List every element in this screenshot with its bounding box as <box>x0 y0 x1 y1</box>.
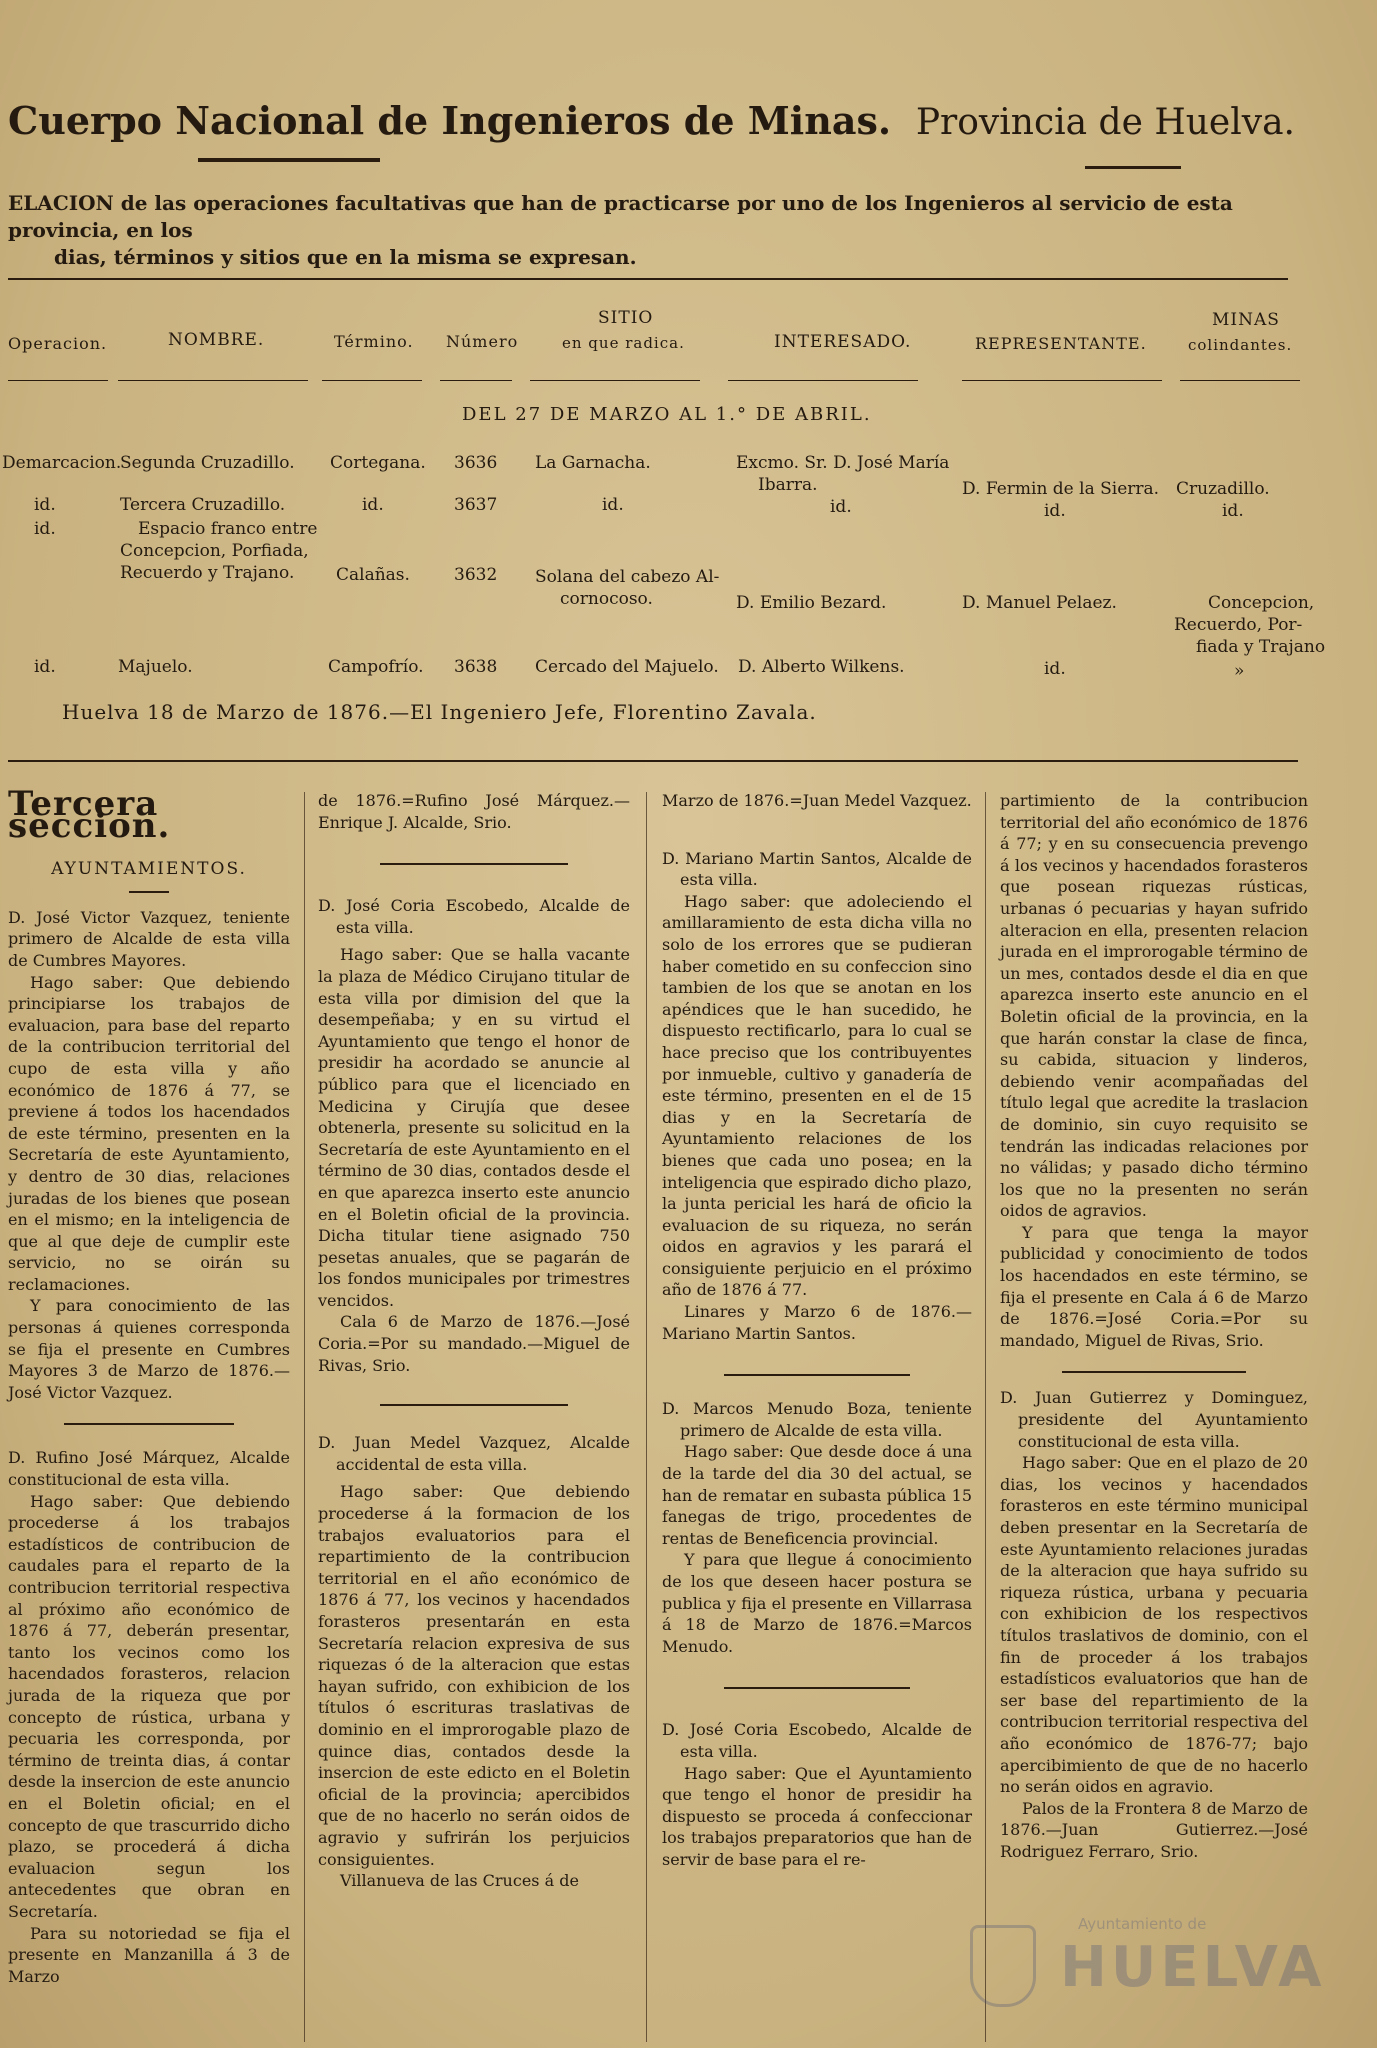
col-head-minas-top: MINAS <box>1212 310 1280 330</box>
notice-heading: D. Marcos Menudo Boza, teniente primero de Alcalde de esta villa. <box>662 1399 972 1440</box>
col-rule <box>118 380 308 381</box>
notice-body: Hago saber: Que debiendo procederse á los trabajos estadísticos de contribucion de caudales para el reparto de la contribucion territorial respectiva al próximo año económico de 1876 á 77, deberán presentar, tanto los vecinos como los hacendados forasteros, relacion jurada de la riqueza que por concepto de rústica, urbana y pecuaria les corresponda, por término de treinta dias, á contar desde la insercion de este anuncio en el Boletin oficial; en el concepto de que trascurrido dicho plazo, se procederá á dicha evaluacion segun los antecedentes que obran en Secretaría. <box>8 1491 290 1921</box>
notice-body: partimiento de la contribucion territorial del año económico de 1876 á 77; y en su consecuencia prevengo á los vecinos y hacendados forasteros que posean riquezas rústicas, urbanas ó pecuarias y hayan sufrido alteracion en ella, presenten relacion jurada en el improrogable término de un mes, contados desde el dia en que aparezca inserto este anuncio en el Boletin oficial de la provincia, en la que harán constar la clase de finca, su cabida, situacion y linderos, debiendo venir acompañadas del título legal que acredite la traslacion de dominio, sin cuyo requisito se tendrán las indicadas relaciones por no válidas; y pasado dicho término los que no la presenten no serán oidos de agravios. <box>1000 791 1308 1221</box>
notice-body: Hago saber: Que debiendo procederse á la formacion de los trabajos evaluatorios para el repartimiento de la contribucion territorial en el año económico de 1876 á 77, los vecinos y hacendados forasteros presentarán en esta Secretaría relacion expresiva de sus riquezas ó de la alteracion que estas hayan sufrido, con exhibicion de los títulos ó escrituras traslativas de dominio en el improrogable plazo de quince dias, contados desde la insercion de este edicto en el Boletin oficial de la provincia; apercibidos que de no hacerlo no serán oidos de agravio y sufrirán los perjuicios consiguientes. <box>318 1482 630 1869</box>
row3-minas-l1: Concepcion, <box>1208 593 1315 613</box>
notice-body: Villanueva de las Cruces á de <box>340 1871 579 1891</box>
row1-representante: D. Fermin de la Sierra. <box>962 479 1160 499</box>
header-right-title: Provincia de Huelva. <box>915 102 1295 143</box>
col-head-sitio-bottom: en que radica. <box>562 334 685 352</box>
section-title: Tercera seccion. <box>8 784 171 846</box>
table-top-rule <box>8 278 1288 280</box>
watermark-small-text: Ayuntamiento de <box>1078 1915 1207 1933</box>
header-rule-left <box>198 158 380 162</box>
col-rule <box>962 380 1162 381</box>
row2-sitio: id. <box>602 495 624 515</box>
row3-sitio-l1: Solana del cabezo Al- <box>535 567 720 587</box>
row3-sitio-l2: cornocoso. <box>560 589 653 609</box>
row4-nombre: Majuelo. <box>118 657 193 677</box>
separator <box>724 1374 910 1376</box>
table-footer-signature: Huelva 18 de Marzo de 1876.—El Ingeniero Jefe, Florentino Zavala. <box>62 700 817 724</box>
col-head-interesado: INTERESADO. <box>774 332 912 352</box>
row2-termino: id. <box>362 495 384 515</box>
notice-body: Hago saber: Que se halla vacante la plaza de Médico Cirujano titular de esta villa por dimision del que la desempeñaba; y en su virtud el Ayuntamiento que tengo el honor de presidir ha acordado se anuncie al público para que el licenciado en Medicina y Cirujía que desee obtenerla, presente su solicitud en la Secretaría de este Ayuntamiento en el término de 30 dias, contados desde el en que aparezca inserto este anuncio en el Boletin oficial de la provincia. Dicha titular tiene asignado 750 pesetas anuales, que se pagarán de los fondos municipales por trimestres vencidos. <box>318 945 630 1310</box>
separator <box>64 1423 233 1425</box>
notice-body: Para su notoriedad se fija el presente en Manzanilla á 3 de Marzo <box>8 1923 290 1986</box>
row4-operacion: id. <box>34 657 56 677</box>
row3-nombre-l2: Concepcion, Porfiada, <box>120 541 309 561</box>
column-divider <box>985 792 986 2042</box>
row1-interesado-l1: Excmo. Sr. D. José María <box>736 453 950 473</box>
notice-body: de 1876.=Rufino José Márquez.—Enrique J. Alcalde, Srio. <box>318 791 630 832</box>
separator <box>724 1687 910 1689</box>
row4-numero: 3638 <box>454 657 498 677</box>
row3-numero: 3632 <box>454 565 498 585</box>
relacion-line-2: dias, términos y sitios que en la misma se expresan. <box>54 245 637 269</box>
header-left-title: Cuerpo Nacional de Ingenieros de Minas. <box>8 98 892 143</box>
notice-body: Hago saber: Que desde doce á una de la tarde del dia 30 del actual, se han de rematar en subasta pública 15 fanegas de trigo, procedentes de rentas de Beneficencia provincial. <box>662 1442 972 1548</box>
row3-termino: Calañas. <box>336 565 410 585</box>
row3-minas-l3: fiada y Trajano <box>1196 637 1326 657</box>
row3-minas-l2: Recuerdo, Por- <box>1174 615 1303 635</box>
col-rule <box>728 380 918 381</box>
row4-representante: id. <box>1044 659 1066 679</box>
relacion-intro <box>8 190 1308 271</box>
col-head-representante: REPRESENTANTE. <box>975 334 1147 353</box>
col-rule <box>1180 380 1300 381</box>
col-rule <box>530 380 700 381</box>
notice-body: Y para conocimiento de las personas á quienes corresponda se fija el presente en Cumbres Mayores 3 de Marzo de 1876.—José Victor Vazquez. <box>8 1296 290 1402</box>
row1-minas: Cruzadillo. <box>1176 479 1270 499</box>
row1-numero: 3636 <box>454 453 498 473</box>
separator <box>380 1404 567 1406</box>
notice-heading: D. Rufino José Márquez, Alcalde constitucional de esta villa. <box>8 1448 290 1490</box>
row2-minas: id. <box>1222 501 1244 521</box>
header-rule-right <box>1085 166 1181 169</box>
notice-body: Marzo de 1876.=Juan Medel Vazquez. <box>662 791 972 810</box>
notice-body: Y para que tenga la mayor publicidad y conocimiento de todos los hacendados en este término, se fija el presente en Cala á 6 de Marzo de 1876.=José Coria.=Por su mandado, Miguel de Rivas, Srio. <box>1000 1222 1308 1350</box>
separator <box>380 863 567 865</box>
row3-representante: D. Manuel Pelaez. <box>962 593 1117 613</box>
column-2 <box>318 790 630 1892</box>
column-1 <box>8 784 290 1987</box>
separator <box>129 891 168 893</box>
notice-heading: D. Mariano Martin Santos, Alcalde de esta villa. <box>662 848 972 890</box>
row4-sitio: Cercado del Majuelo. <box>535 657 719 677</box>
notice-heading: D. Juan Gutierrez y Dominguez, presidente del Ayuntamiento constitucional de esta villa. <box>1000 1388 1308 1451</box>
row3-nombre-l3: Recuerdo y Trajano. <box>120 563 295 583</box>
column-4 <box>1000 790 1308 1863</box>
row4-termino: Campofrío. <box>328 657 424 677</box>
row2-operacion: id. <box>34 495 56 515</box>
row2-representante: id. <box>1044 501 1066 521</box>
row2-numero: 3637 <box>454 495 498 515</box>
col-head-termino: Término. <box>334 332 414 351</box>
column-divider <box>646 792 647 2042</box>
notice-body: Palos de la Frontera 8 de Marzo de 1876.—Juan Gutierrez.—José Rodriguez Ferraro, Srio. <box>1000 1798 1308 1861</box>
notice-heading: D. José Coria Escobedo, Alcalde de esta villa. <box>318 896 630 937</box>
notice-heading: D. José Victor Vazquez, teniente primero de Alcalde de esta villa de Cumbres Mayores. <box>8 907 290 970</box>
col-head-operacion: Operacion. <box>8 334 108 353</box>
row2-nombre: Tercera Cruzadillo. <box>120 495 286 515</box>
notice-body: Y para que llegue á conocimiento de los que deseen hacer postura se publica y fija el presente en Villarrasa á 18 de Marzo de 1876.=Marcos Menudo. <box>662 1550 972 1656</box>
col-head-nombre: NOMBRE. <box>168 330 265 350</box>
row1-nombre: Segunda Cruzadillo. <box>120 453 295 473</box>
row3-interesado: D. Emilio Bezard. <box>736 593 887 613</box>
notice-body: Linares y Marzo 6 de 1876.—Mariano Martin Santos. <box>662 1302 972 1343</box>
row2-interesado: id. <box>830 497 852 517</box>
column-divider <box>304 792 305 2042</box>
col-rule <box>8 380 108 381</box>
notice-body: Cala 6 de Marzo de 1876.—José Coria.=Por su mandado.—Miguel de Rivas, Srio. <box>318 1312 630 1375</box>
subsection-title: AYUNTAMIENTOS. <box>51 859 247 880</box>
date-range: DEL 27 DE MARZO AL 1.° DE ABRIL. <box>462 404 872 425</box>
notice-body: Hago saber: Que en el plazo de 20 dias, los vecinos y hacendados forasteros en este término municipal deben presentar en la Secretaría de este Ayuntamiento relaciones juradas de la alteracion que haya sufrido su riqueza rústica, urbana y pecuaria con exhibicion de los respectivos títulos traslativos de dominio, con el fin de proceder á los trabajos estadísticos evaluatorios que han de ser base del repartimiento de la contribucion territorial respectiva del año económico de 1876-77; bajo apercibimiento de que de no hacerlo no serán oidos en agravio. <box>1000 1453 1308 1797</box>
notice-heading: D. José Coria Escobedo, Alcalde de esta villa. <box>662 1720 972 1761</box>
row1-interesado-l2: Ibarra. <box>758 475 818 495</box>
separator <box>1062 1371 1247 1373</box>
notice-heading: D. Juan Medel Vazquez, Alcalde accidental de esta villa. <box>318 1433 630 1474</box>
col-head-minas-bottom: colindantes. <box>1188 336 1293 354</box>
col-head-sitio-top: SITIO <box>598 308 654 328</box>
col-rule <box>322 380 422 381</box>
table-bottom-rule <box>8 760 1298 762</box>
coat-of-arms-icon <box>970 1925 1036 2007</box>
row1-termino: Cortegana. <box>330 453 426 473</box>
column-3 <box>662 790 972 1871</box>
archive-watermark <box>970 1905 1326 2015</box>
notice-body: Hago saber: Que debiendo principiarse los trabajos de evaluacion, para base del reparto de la contribucion territorial del cupo de esta villa y año económico de 1876 á 77, se previene á todos los hacendados de este término, presenten en la Secretaría de este Ayuntamiento, y dentro de 30 dias, relaciones juradas de los bienes que posean en el mismo; en la inteligencia de que al que deje de cumplir este servicio, no se oirán su reclamaciones. <box>8 972 290 1294</box>
watermark-big-text: HUELVA <box>1060 1935 1326 2000</box>
row4-interesado: D. Alberto Wilkens. <box>738 657 905 677</box>
row1-operacion: Demarcacion. <box>2 453 122 473</box>
row3-nombre-l1: Espacio franco entre <box>138 519 318 539</box>
col-head-numero: Número <box>446 332 519 351</box>
col-rule <box>440 380 512 381</box>
row4-minas: » <box>1234 661 1245 681</box>
row3-operacion: id. <box>34 519 56 539</box>
notice-body: Hago saber: Que el Ayuntamiento que tengo el honor de presidir ha dispuesto se proceda á confeccionar los trabajos preparatorios que han de servir de base para el re- <box>662 1763 972 1869</box>
row1-sitio: La Garnacha. <box>535 453 651 473</box>
notice-body: Hago saber: que adoleciendo el amillaramiento de esta dicha villa no solo de los errores que se pudieran haber cometido en su confeccion sino tambien de los que se anotan en los apéndices que le han sucedido, he dispuesto rectificarlo, para lo cual se hace preciso que los contribuyentes por inmueble, cultivo y ganadería de este término, presenten en el de 15 dias y en la Secretaría de Ayuntamiento relaciones de los bienes que cada uno posea; en la inteligencia que espirado dicho plazo, la junta pericial les hará de oficio la evaluacion de su riqueza, no serán oidos en agravios y les parará el consiguiente perjuicio en el próximo año de 1876 á 77. <box>662 891 972 1300</box>
relacion-line-1: ELACION de las operaciones facultativas que han de practicarse por uno de los Ingenieros al servicio de esta provincia, en los <box>8 191 1233 242</box>
